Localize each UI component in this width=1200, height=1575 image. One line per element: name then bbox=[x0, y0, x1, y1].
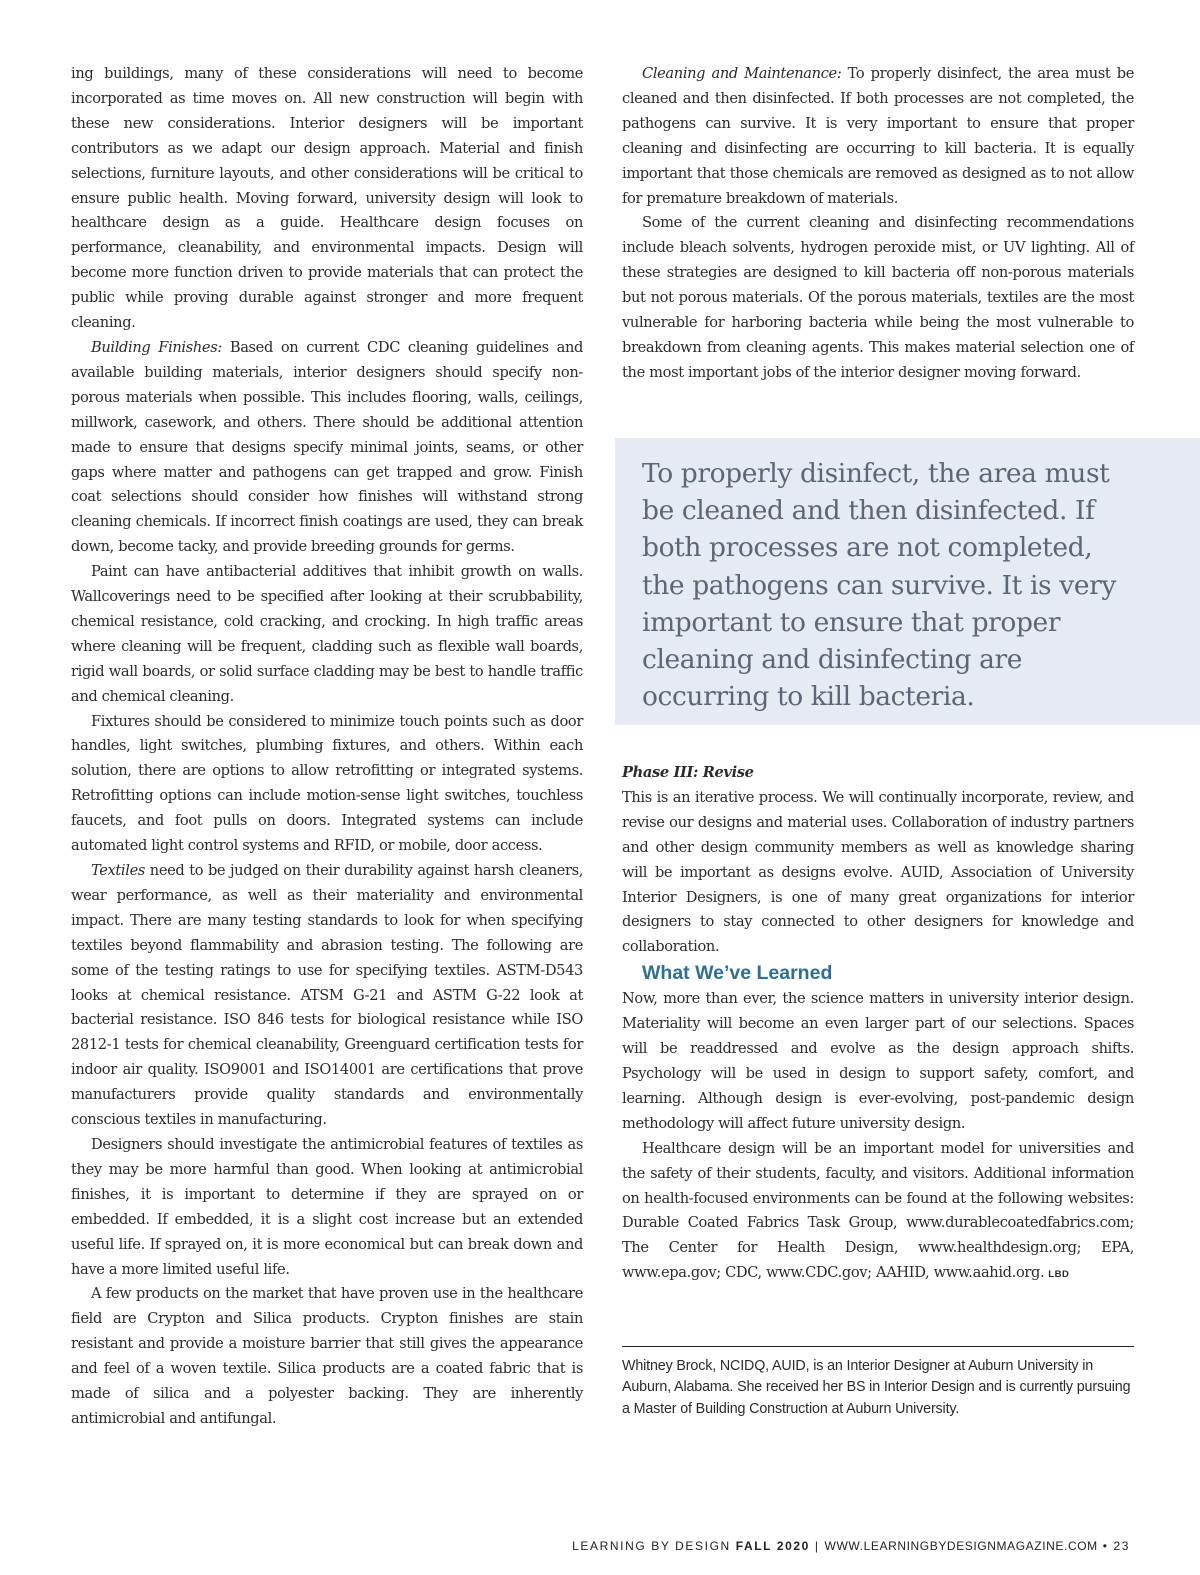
paragraph-text: To properly disinfect, the area must be cleaned and then disinfected. If both processes are not completed, the pathogens can survive. It is very important to ensure that proper cleaning and disinfecting are occurring to kill bacteria. It is equally important that those chemicals are removed as designed as to not allow for premature breakdown of materials. bbox=[622, 65, 1134, 207]
paragraph-text: Healthcare design will be an important model for universities and the safety of their students, faculty, and visitors. Additional information on health-focused environments can be found at the following websites: Durable Coated Fabrics Task Group, www.durablecoatedfabrics.com; The Center for Health Design, www.healthdesign.org; EPA, www.epa.gov; CDC, www.CDC.gov; AAHID, www.aahid.org. bbox=[622, 1139, 1134, 1282]
closing-paragraph bbox=[622, 1137, 1134, 1288]
phase-heading: Phase III: Revise bbox=[622, 764, 754, 781]
body-paragraph: Fixtures should be considered to minimize touch points such as door handles, light switches, plumbing fixtures, and others. Within each solution, there are options to allow retrofitting or integrated systems. Retrofitting options can include motion-sense light switches, touchless faucets, and foot pulls on doors. Integrated systems can include automated light control systems and RFID, or mobile, door access. bbox=[71, 712, 583, 855]
section-title: What We’ve Learned bbox=[642, 962, 833, 985]
building-finishes-paragraph bbox=[71, 336, 583, 560]
body-paragraph: Now, more than ever, the science matters in university interior design. Materiality will become an even larger part of our selections. Spaces will be readdressed and evolve as the design approach shifts. Psychology will be used in design to support safety, comfort, and learning. Although design is ever-evolving, post-pandemic design methodology will affect future university design. bbox=[622, 990, 1134, 1132]
right-column-bottom bbox=[622, 761, 1134, 1288]
body-paragraph: A few products on the market that have proven use in the healthcare field are Crypton and Silica products. Crypton finishes are stain resistant and provide a moisture barrier that still gives the appearance and feel of a woven textile. Silica products are a coated fabric that is made of silica and a polyester backing. They are inherently antimicrobial and antifungal. bbox=[71, 1285, 583, 1427]
bio-divider bbox=[622, 1346, 1134, 1347]
paragraph-lead-in: Cleaning and Maintenance: bbox=[642, 65, 842, 82]
page-footer bbox=[572, 1539, 1130, 1553]
paragraph-text: Based on current CDC cleaning guidelines and available building materials, interior designers should specify non-porous materials when possible. This includes flooring, walls, ceilings, millwork, casework, and others. There should be additional attention made to ensure that designs specify minimal joints, seams, or other gaps where matter and pathogens can get trapped and grow. Finish coat selections should consider how finishes will withstand strong cleaning chemicals. If incorrect finish coatings are used, they can break down, become tacky, and provide breeding grounds for germs. bbox=[71, 338, 583, 556]
body-paragraph: This is an iterative process. We will continually incorporate, review, and revise our designs and material uses. Collaboration of industry partners and other design community members as well as knowledge sharing will be important as designs evolve. AUID, Association of University Interior Designers, is one of many great organizations for interior designers to stay connected to other designers for knowledge and collaboration. bbox=[622, 788, 1134, 956]
magazine-name: LEARNING BY DESIGN bbox=[572, 1539, 731, 1553]
page-number: 23 bbox=[1113, 1539, 1130, 1553]
paragraph-lead-in: Textiles bbox=[91, 862, 145, 879]
body-paragraph: Paint can have antibacterial additives that inhibit growth on walls. Wallcoverings need to be specified after looking at their scrubbability, chemical resistance, cold cracking, and crocking. In high traffic areas where cleaning will be frequent, cladding such as flexible wall boards, rigid wall boards, or solid surface cladding may be best to handle traffic and chemical cleaning. bbox=[71, 563, 583, 705]
magazine-url: WWW.LEARNINGBYDESIGNMAGAZINE.COM bbox=[824, 1539, 1098, 1553]
body-paragraph: Designers should investigate the antimicrobial features of textiles as they may be more harmful than good. When looking at antimicrobial finishes, it is important to determine if they are sprayed on or embedded. If embedded, it is a slight cost increase but an extended useful life. If sprayed on, it is more economical but can break down and have a more limited useful life. bbox=[71, 1135, 583, 1278]
footer-separator: | bbox=[814, 1539, 820, 1553]
right-column-top bbox=[622, 62, 1134, 386]
footer-bullet: • bbox=[1102, 1539, 1109, 1553]
textiles-paragraph bbox=[71, 859, 583, 1133]
paragraph-text: need to be judged on their durability against harsh cleaners, wear performance, as well as their materiality and environmental impact. There are many testing standards to look for when specifying textiles beyond flammability and abrasion testing. The following are some of the testing ratings to use for specifying textiles. ASTM-D543 looks at chemical resistance. ATSM G-21 and ASTM G-22 look at bacterial resistance. ISO 846 tests for biological resistance while ISO 2812-1 tests for chemical cleanability, Greenguard certification tests for indoor air quality. ISO9001 and ISO14001 are certifications that prove manufacturers provide quality standards and environmentally conscious textiles in manufacturing. bbox=[71, 862, 583, 1129]
left-column bbox=[71, 62, 583, 1432]
paragraph-lead-in: Building Finishes: bbox=[91, 338, 222, 356]
issue-label: FALL 2020 bbox=[735, 1539, 810, 1553]
body-paragraph: Some of the current cleaning and disinfecting recommendations include bleach solvents, hydrogen peroxide mist, or UV lighting. All of these strategies are designed to kill bacteria off non-porous materials but not porous materials. Of the porous materials, textiles are the most vulnerable for harboring bacteria while being the most vulnerable to breakdown from cleaning agents. This makes material selection one of the most important jobs of the interior designer moving forward. bbox=[622, 214, 1134, 381]
cleaning-maintenance-paragraph bbox=[622, 62, 1134, 211]
author-bio: Whitney Brock, NCIDQ, AUID, is an Interior Designer at Auburn University in Auburn, Alabama. She received her BS in Interior Design and is currently pursuing a Master of Building Construction at Auburn University. bbox=[622, 1358, 1131, 1417]
end-mark: LBD bbox=[1048, 1269, 1070, 1281]
body-paragraph: ing buildings, many of these considerations will need to become incorporated as time moves on. All new construction will begin with these new considerations. Interior designers will be important contributors as we adapt our design approach. Material and finish selections, furniture layouts, and other considerations will be critical to ensure public health. Moving forward, university design will look to healthcare design as a guide. Healthcare design focuses on performance, cleanability, and environmental impacts. Design will become more function driven to provide materials that can protect the public while proving durable against stronger and more frequent cleaning. bbox=[71, 65, 583, 332]
pull-quote: To properly disinfect, the area must be cleaned and then disinfected. If both processes are not completed, the pathogens can survive. It is very important to ensure that proper cleaning and disinfecting are occurring to kill bacteria. bbox=[642, 458, 1116, 713]
